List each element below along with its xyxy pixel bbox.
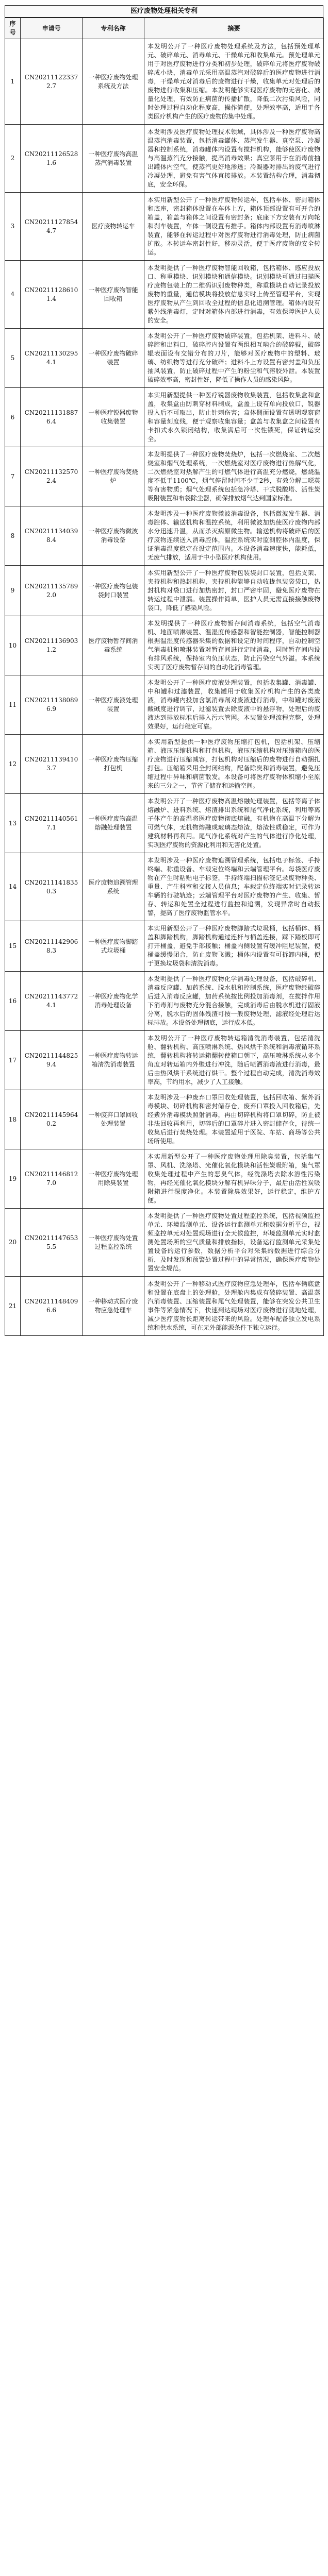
application-number: CN202111484096.6 [21,1277,83,1336]
table-row [5,794,324,853]
row-index: 1 [5,39,21,125]
patent-name: 一种医疗废液处理装置 [83,675,144,735]
patent-abstract: 本发明提供了一种医疗废物处置过程监控系统，包括视频监控单元、环境监测单元、设备运行监测单元和数据分析平台，视频监控单元对处置现场进行全天候监控，环境监测单元实时监测处置场所的空气质量和排放指标，设备运行监测单元采集处置设备的运行参数，数据分析平台对采集的数据进行综合分析，及时发现和预警处置过程中的异常情况，确保医疗废物处置安全规范。 [144,1209,324,1277]
header-application-number: 申请号 [21,18,83,39]
patent-name: 一种医疗废物焚烧炉 [83,447,144,506]
patent-name: 医疗废物追溯管理系统 [83,853,144,921]
row-index: 10 [5,616,21,675]
row-index: 16 [5,972,21,1031]
application-number: CN202111340398.4 [21,506,83,566]
application-number: CN202111476535.5 [21,1209,83,1277]
table-row [5,972,324,1031]
table-row [5,39,324,125]
patent-abstract: 本发明公开了一种医疗废物高温熔融处理装置，包括等离子体熔融炉、进料系统、熔渣排出系统和尾气净化系统，利用等离子体产生的高温将医疗废物彻底熔融，有机物在高温下分解为可燃气体，无机物熔融成玻璃态熔渣，熔渣性质稳定，可作为建筑材料再利用。尾气净化系统对产生的气体进行净化处理，实现医疗废物的资源化利用和无害化处置。 [144,794,324,853]
patent-name: 一种医疗废物微波消毒设备 [83,506,144,566]
application-number: CN202111429068.3 [21,921,83,972]
table-row [5,1090,324,1149]
table-row [5,1277,324,1336]
row-index: 9 [5,566,21,616]
table-row [5,193,324,261]
patent-abstract: 本发明提供了一种医疗废物化学消毒处理设备，包括破碎机、消毒反应罐、加药系统、脱水机和控制系统，医疗废物经破碎后进入消毒反应罐，加药系统按比例投加消毒剂，在搅拌作用下消毒剂与废物充分混合接触，完成消毒后由脱水机进行固液分离，脱水后的固体残渣可按一般废物处理，滤液经处理后达标排放。本设备处理彻底，运行成本低。 [144,972,324,1031]
patent-abstract: 本发明涉及一种医疗废物追溯管理系统，包括电子标签、手持终端、称重设备、车载定位终端和云端管理平台。每袋医疗废物在产生时粘贴电子标签，手持终端扫描标签记录废物种类、重量、产生科室和交接人员信息；车载定位终端实时记录转运车辆的行驶轨迹；云端管理平台对医疗废物的产生、收集、暂存、转运和处置全过程进行监控和追溯，发现异常时自动报警，提高了医疗废物监管水平。 [144,853,324,921]
table-row [5,853,324,921]
table-row [5,616,324,675]
application-number: CN202111380896.9 [21,675,83,735]
row-index: 20 [5,1209,21,1277]
patent-name: 一种医疗废物化学消毒处理设备 [83,972,144,1031]
table-row [5,675,324,735]
header-patent-name: 专利名称 [83,18,144,39]
patent-name: 一种医疗废物转运箱清洗消毒装置 [83,1031,144,1090]
row-index: 12 [5,735,21,794]
patent-abstract: 本发明提供了一种医疗废物焚烧炉，包括一次燃烧室、二次燃烧室和烟气处理系统，一次燃烧室对医疗废物进行热解气化，二次燃烧室对热解产生的可燃气体进行高温充分燃烧，燃烧温度不低于1100℃，烟气停留时间不少于2秒，有效分解二噁英等有害物质；烟气处理系统包括急冷塔、干式脱酸塔、活性炭吸附装置和布袋除尘器，确保排放烟气达到国家标准。 [144,447,324,506]
table-row [5,1209,324,1277]
application-number: CN202111302954.1 [21,329,83,388]
patent-abstract: 本发明提供了一种医疗废物智能回收箱，包括箱体、感应投放口、称重模块、识别模块和通信模块。识别模块可通过扫描医疗废物包装上的二维码识别废物种类，称重模块自动记录投放废物的重量，通信模块将投放信息实时上传至管理平台，实现医疗废物从产生到回收全过程的信息化追溯管理。箱体内设有紫外线消毒灯，定时对箱体内部进行消毒，有效保障医护人员的安全。 [144,261,324,329]
table-row [5,921,324,972]
patent-name: 一种医疗废物处理用除臭装置 [83,1149,144,1209]
row-index: 4 [5,261,21,329]
patent-name: 一种医疗废物处理系统及方法 [83,39,144,125]
patent-table [5,18,324,1336]
application-number: CN202111278544.7 [21,193,83,261]
application-number: CN202111369031.2 [21,616,83,675]
table-row [5,261,324,329]
application-number: CN202111265281.6 [21,125,83,193]
table-row [5,566,324,616]
header-abstract: 摘要 [144,18,324,39]
application-number: CN202111286101.4 [21,261,83,329]
patent-abstract: 本发明公开了一种移动式医疗废物应急处理车，包括车辆底盘和设置在底盘上的处理舱，处理舱内集成有破碎装置、高温蒸汽消毒装置、压缩装置和尾气处理装置，能够在突发公共卫生事件等紧急情况下，快速到达现场对医疗废物进行就地处理，减少医疗废物长距离转运带来的风险。处理车配备独立发电系统和供水系统，可在无外部能源条件下独立运行。 [144,1277,324,1336]
patent-name: 一种医疗废物高温熔融处理装置 [83,794,144,853]
table-row [5,735,324,794]
patent-abstract: 本发明涉及一种医疗废物微波消毒设备，包括微波发生器、消毒腔体、输送机构和温控系统，利用微波加热使医疗废物内部水分迅速升温，从而杀灭病原微生物。输送机构将破碎后的医疗废物连续送入消毒腔体，温控系统实时监测腔体内温度，保证消毒温度稳定在设定范围内。本设备消毒速度快，能耗低，无废气排放，适用于中小型医疗机构使用。 [144,506,324,566]
table-row [5,1031,324,1090]
application-number: CN202111468127.0 [21,1149,83,1209]
header-index: 序号 [5,18,21,39]
application-number: CN202111459640.2 [21,1090,83,1149]
row-index: 13 [5,794,21,853]
table-body [5,39,324,1336]
patent-name: 一种医疗废物脚踏式垃圾桶 [83,921,144,972]
patent-abstract: 本实用新型提供一种医疗锐器废物收集装置，包括收集盒和盒盖，收集盒由防刺穿材料制成，盒盖上设有单向投放口，锐器投入后不可取出，防止针刺伤害；盒体侧面设置有透明观察窗和容量刻度线，便于观察收集容量；盒盖与收集盒之间设置有卡扣式永久锁闭结构，收集满后可一次性锁死，保证转运安全。 [144,388,324,447]
application-number: CN202111325702.4 [21,447,83,506]
patent-name: 一种移动式医疗废物应急处理车 [83,1277,144,1336]
patent-name: 一种医疗废物处置过程监控系统 [83,1209,144,1277]
row-index: 5 [5,329,21,388]
row-index: 3 [5,193,21,261]
patent-name: 一种废弃口罩回收处理装置 [83,1090,144,1149]
table-row [5,1149,324,1209]
patent-abstract: 本发明公开了一种医疗废液处理装置，包括收集罐、消毒罐、中和罐和过滤装置，收集罐用于收集医疗机构产生的各类废液，消毒罐内投加含氯消毒剂对废液进行消毒，中和罐对废液酸碱度进行调节，过滤装置去除废液中的悬浮物，处理后的废液达到排放标准后排入污水管网。本装置处理流程完整，处理效果好，运行稳定可靠。 [144,675,324,735]
application-number: CN202111405617.1 [21,794,83,853]
table-row [5,388,324,447]
patent-name: 一种医疗废物压缩打包机 [83,735,144,794]
application-number: CN202111418350.3 [21,853,83,921]
patent-abstract: 本发明公开了一种医疗废物破碎装置，包括机架、进料斗、破碎腔和出料口，破碎腔内设置有两组相互啮合的破碎辊，破碎辊表面设有交错分布的刀片，能够对医疗废物中的塑料、玻璃、纺织物等进行充分破碎；进料斗上方设置有密封盖和负压抽风装置，防止破碎过程中产生的粉尘和气溶胶外泄。本装置破碎效率高，密封性好，降低了操作人员的感染风险。 [144,329,324,388]
patent-name: 一种医疗废物破碎装置 [83,329,144,388]
patent-abstract: 本发明公开了一种医疗废物处理系统及方法，包括预处理单元、破碎单元、消毒单元、干燥单元和收集单元。预处理单元用于对医疗废物进行分类和初步处理，破碎单元将医疗废物破碎成小块，消毒单元采用高温蒸汽对破碎后的医疗废物进行消毒，干燥单元对消毒后的废物进行干燥，收集单元对处理后的废物进行收集和压缩。本发明能够实现医疗废物的无害化、减量化处理，有效防止病菌的传播扩散，降低二次污染风险，同时处理过程自动化程度高，操作简便，处理效率高，适用于各类医疗机构产生的医疗废物的集中处理。 [144,39,324,125]
table-row [5,125,324,193]
row-index: 8 [5,506,21,566]
table-row [5,447,324,506]
application-number: CN202111394103.7 [21,735,83,794]
patent-abstract: 本实用新型提供一种医疗废物压缩打包机，包括机架、压缩箱、液压压缩机构和打包机构，液压压缩机构对压缩箱内的医疗废物进行压缩减容，打包机构对压缩后的废物进行自动捆扎打包。压缩箱采用全封闭结构，配备除臭和消毒装置，避免压缩过程中异味和病菌散发。本设备可将医疗废物体积缩小至原来的三分之一，节省了储存和运输空间。 [144,735,324,794]
row-index: 2 [5,125,21,193]
application-number: CN202111357892.0 [21,566,83,616]
row-index: 7 [5,447,21,506]
document-title: 医疗废物处理相关专利 [5,5,323,18]
row-index: 21 [5,1277,21,1336]
row-index: 6 [5,388,21,447]
application-number: CN202111318876.4 [21,388,83,447]
patent-name: 一种医疗废物包装袋封口装置 [83,566,144,616]
patent-abstract: 本发明公开了一种医疗废物转运箱清洗消毒装置，包括清洗舱、翻转机构、高压喷淋系统、热风烘干系统和消毒液循环系统，翻转机构将转运箱翻转使箱口朝下，高压喷淋系统从多个角度对转运箱内外壁进行冲洗，随后喷洒消毒液进行消毒，最后由热风烘干系统进行烘干。整个过程自动完成，清洗消毒效率高，节约用水，减少了人工接触。 [144,1031,324,1090]
application-number: CN202111223372.7 [21,39,83,125]
row-index: 11 [5,675,21,735]
patent-abstract: 本发明涉及医疗废物处理技术领域，具体涉及一种医疗废物高温蒸汽消毒装置，包括消毒罐体、蒸汽发生器、真空泵、冷凝器和控制系统，消毒罐体内设置有搅拌机构，能够使医疗废物与高温蒸汽充分接触，提高消毒效果；真空泵用于在消毒前抽出罐体内空气，使蒸汽更好地渗透；冷凝器对排出的废气进行冷凝处理，避免有害气体直接排放。本装置结构合理，消毒彻底，安全环保。 [144,125,324,193]
patent-name: 一种医疗废物高温蒸汽消毒装置 [83,125,144,193]
patent-abstract: 本发明提供了一种医疗废物暂存间消毒系统，包括空气消毒机、地面喷淋装置、温湿度传感器和智能控制器，智能控制器根据温湿度传感器采集的数据和设定的时间程序，自动控制空气消毒机和喷淋装置对暂存间进行定时消毒，同时暂存间内设有排风系统，保持室内负压状态，防止污染空气外溢。本系统实现了医疗废物暂存间的自动化消毒管理。 [144,616,324,675]
patent-abstract: 本实用新型公开了一种医疗废物包装袋封口装置，包括支架、夹持机构和热封机构，夹持机构能够自动收拢包装袋袋口，热封机构对袋口进行加热密封，封口严密牢固，避免医疗废物在转运过程中泄漏。装置操作简单，医护人员无需直接接触废物袋口，降低了感染风险。 [144,566,324,616]
application-number: CN202111448259.4 [21,1031,83,1090]
row-index: 15 [5,921,21,972]
row-index: 17 [5,1031,21,1090]
patent-name: 医疗废物暂存间消毒系统 [83,616,144,675]
patent-abstract: 本实用新型公开了一种医疗废物脚踏式垃圾桶，包括桶体、桶盖和脚踏机构，脚踏机构通过连杆与桶盖连接，踩下踏板即可打开桶盖，避免手部接触；桶盖内侧设置有缓冲阻尼装置，使桶盖缓慢闭合，防止废物飞溅；桶体内设置有可拆卸内桶，便于更换垃圾袋和清洗消毒。 [144,921,324,972]
patent-name: 一种医疗锐器废物收集装置 [83,388,144,447]
patent-name: 一种医疗废物智能回收箱 [83,261,144,329]
application-number: CN202111437724.1 [21,972,83,1031]
row-index: 19 [5,1149,21,1209]
table-header-row [5,18,324,39]
patent-name: 医疗废物转运车 [83,193,144,261]
row-index: 14 [5,853,21,921]
patent-abstract: 本实用新型公开了一种医疗废物处理用除臭装置，包括集气罩、风机、洗涤塔、光催化氧化模块和活性炭吸附箱，集气罩收集处理过程中产生的恶臭气体，经洗涤塔去除水溶性污染物，再经光催化氧化模块分解有机异味分子，最后由活性炭吸附箱进行深度净化。本装置除臭效果好，运行稳定，维护方便。 [144,1149,324,1209]
table-row [5,329,324,388]
table-row [5,506,324,566]
row-index: 18 [5,1090,21,1149]
patent-abstract: 本发明涉及一种废弃口罩回收处理装置，包括回收箱、紫外消毒模块、切碎机构和密封储存仓，废弃口罩投入回收箱后，先经紫外消毒模块照射消毒，再由切碎机构将口罩切碎，防止被非法回收再利用，切碎后的口罩碎片进入密封储存仓，待统一收集后进行焚烧处理。本装置适用于医院、车站、商场等公共场所使用。 [144,1090,324,1149]
patent-abstract: 本实用新型公开了一种医疗废物转运车，包括车体、密封箱体和底座，密封箱体设置在车体上方，箱体顶部设置有可开合的箱盖，箱盖与箱体之间设置有密封条；底座下方安装有万向轮和刹车装置，车体一侧设置有推手。箱体内部设置有消毒喷淋装置，能够在转运过程中对医疗废物进行消毒处理，防止病菌扩散。本转运车密封性好，移动灵活，便于医疗废物的安全转运。 [144,193,324,261]
